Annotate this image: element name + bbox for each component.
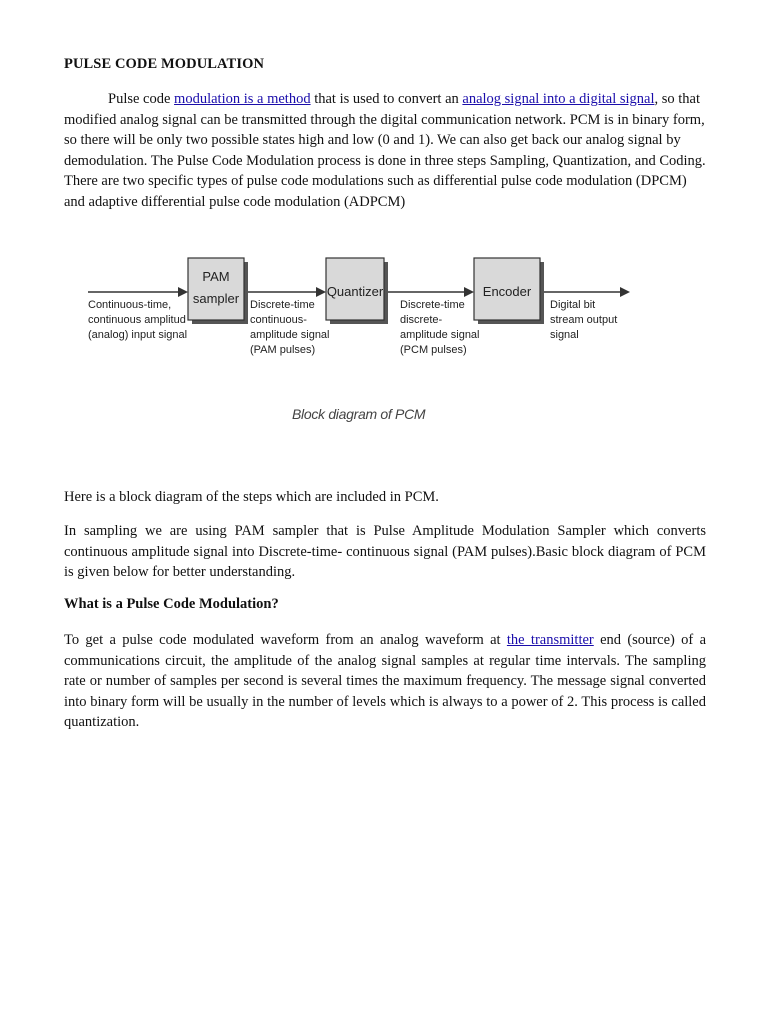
diagram-caption: Block diagram of PCM bbox=[292, 406, 426, 422]
output-label-1: Digital bit bbox=[550, 299, 596, 311]
section-heading: What is a Pulse Code Modulation? bbox=[64, 596, 279, 612]
input-label-1: Continuous-time, bbox=[88, 299, 172, 311]
p4-text-1: To get a pulse code modulated waveform from an analog waveform at bbox=[64, 632, 507, 648]
arrow-output bbox=[620, 287, 630, 297]
paragraph-block-diagram-intro: Here is a block diagram of the steps which are included in PCM. bbox=[64, 489, 439, 505]
pam-sampler-block bbox=[188, 258, 244, 320]
pcm-block-diagram bbox=[84, 224, 650, 414]
encoder-label: Encoder bbox=[482, 284, 532, 299]
pam-label-2: sampler bbox=[192, 291, 240, 306]
paragraph-pcm-explanation bbox=[64, 630, 706, 733]
pam-label-1: PAM bbox=[202, 269, 230, 284]
intro-text-3: , so that modified analog signal can be transmitted through the digital communication network. PCM is in binary form, so there will be only two possible states high and low (0 and 1). We can also get back our analog signal by demodulation. The Pulse Code Modulation process is done in three steps Sampling, Quantization, and Coding. There are two specific types of pulse code modulations such as differential pulse code modulation (DPCM) and adaptive differential pulse code modulation (ADPCM) bbox=[64, 91, 706, 210]
output-label-2: stream output bbox=[550, 314, 618, 326]
intro-paragraph bbox=[64, 89, 706, 212]
q-out-label-4: (PCM pulses) bbox=[400, 344, 467, 356]
link-transmitter[interactable]: the transmitter bbox=[506, 632, 594, 648]
paragraph-sampling: In sampling we are using PAM sampler that is Pulse Amplitude Modulation Sampler which converts continuous amplitude signal into Discrete-time- continuous signal (PAM pulses).Basic block diagram of PCM is given below for better understanding. bbox=[64, 523, 706, 580]
page-title: PULSE CODE MODULATION bbox=[64, 56, 265, 72]
pam-out-label-3: amplitude signal bbox=[250, 329, 330, 341]
input-label-2: continuous amplitud bbox=[88, 314, 186, 326]
quantizer-label: Quantizer bbox=[326, 284, 384, 299]
intro-text-1: Pulse code bbox=[108, 91, 175, 107]
pam-out-label-1: Discrete-time bbox=[250, 299, 315, 311]
q-out-label-1: Discrete-time bbox=[400, 299, 465, 311]
arrow-to-encoder bbox=[464, 287, 474, 297]
link-modulation-method[interactable]: modulation is a method bbox=[174, 91, 311, 107]
link-analog-to-digital[interactable]: analog signal into a digital signal bbox=[462, 91, 655, 107]
p4-text-2: end (source) of a communications circuit, the amplitude of the analog signal samples at regular time intervals. The sampling rate or number of samples per second is several times the maximum frequency. The message signal converted into binary form will be usually in the number of levels which is always to a power of 2. This process is called quantization. bbox=[64, 632, 707, 730]
pam-out-label-2: continuous- bbox=[250, 314, 307, 326]
pcm-diagram-svg bbox=[84, 224, 650, 394]
intro-text-2: that is used to convert an bbox=[310, 91, 463, 107]
pam-out-label-4: (PAM pulses) bbox=[250, 344, 316, 356]
arrow-to-quantizer bbox=[316, 287, 326, 297]
input-label-3: (analog) input signal bbox=[88, 329, 188, 341]
output-label-3: signal bbox=[550, 329, 579, 341]
q-out-label-2: discrete- bbox=[400, 314, 443, 326]
arrow-to-pam bbox=[178, 287, 188, 297]
q-out-label-3: amplitude signal bbox=[400, 329, 480, 341]
